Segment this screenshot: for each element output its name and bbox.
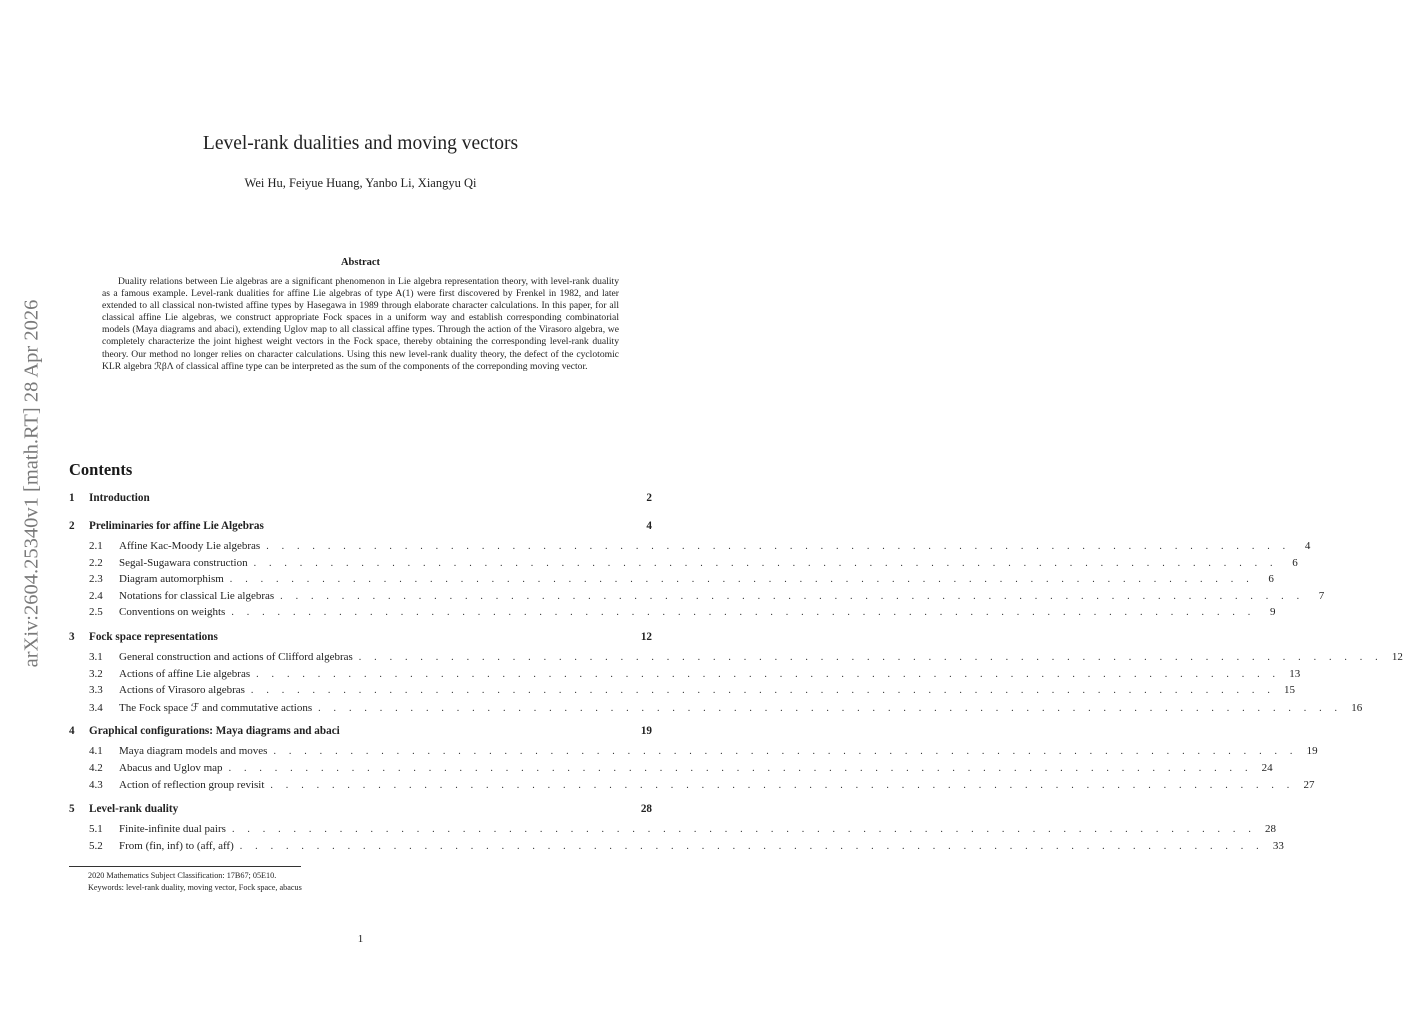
toc-subentry-title: Maya diagram models and moves (119, 745, 268, 758)
toc-subentry-title: Segal-Sugawara construction (119, 556, 248, 569)
toc-subentry[interactable] (69, 589, 1325, 607)
toc-subentry[interactable] (69, 556, 1298, 574)
toc-entry[interactable] (69, 631, 652, 651)
toc-subentry-number: 2.3 (89, 573, 103, 586)
toc-subentry[interactable] (69, 701, 1363, 718)
toc-entry-number: 2 (69, 520, 75, 532)
toc-subentry[interactable] (69, 540, 1311, 557)
toc-subentry-number: 2.4 (89, 589, 103, 602)
toc-entry-title: Fock space representations (89, 630, 218, 643)
toc-dot-leader: . . . . . . . . . . . . . . . . . . . . . . . . . . . . . . . . . . . . . . . . . . . . . . . . . . . . . . . . . . . . . . . . . . . (256, 668, 1281, 680)
toc-dot-leader: . . . . . . . . . . . . . . . . . . . . . . . . . . . . . . . . . . . . . . . . . . . . . . . . . . . . . . . . . . . . . . . . . . . (318, 702, 1343, 714)
toc-subentry[interactable] (69, 667, 1301, 685)
toc-entry-title: Graphical configurations: Maya diagrams and abaci (89, 725, 340, 738)
table-of-contents (69, 492, 1403, 864)
arxiv-identifier: arXiv:2604.25340v1 [math.RT] 28 Apr 2026 (20, 299, 43, 667)
toc-subentry[interactable] (69, 684, 1296, 701)
toc-subentry-number: 5.1 (89, 823, 103, 836)
author-list: Wei Hu, Feiyue Huang, Yanbo Li, Xiangyu Qi (244, 176, 477, 190)
toc-section-2 (69, 520, 1325, 623)
toc-subentry-page: 15 (1284, 684, 1296, 697)
toc-dot-leader: . . . . . . . . . . . . . . . . . . . . . . . . . . . . . . . . . . . . . . . . . . . . . . . . . . . . . . . . . . . . . . . . . . . (358, 651, 1383, 663)
toc-subentry-title: Abacus and Uglov map (119, 761, 223, 774)
toc-entry[interactable] (69, 725, 652, 745)
toc-subentry-page: 7 (1318, 589, 1325, 602)
toc-entry-number: 3 (69, 630, 75, 643)
toc-subentry-number: 2.5 (89, 606, 103, 619)
toc-dot-leader: . . . . . . . . . . . . . . . . . . . . . . . . . . . . . . . . . . . . . . . . . . . . . . . . . . . . . . . . . . . . . . . . . . . (280, 590, 1305, 602)
toc-subentry-number: 4.2 (89, 761, 103, 774)
toc-subentry-title: Action of reflection group revisit (119, 778, 265, 791)
toc-subentry-title: From (fin, inf) to (aff, aff) (119, 839, 234, 852)
toc-entry-number: 4 (69, 725, 75, 738)
toc-subentry-page: 33 (1272, 839, 1284, 852)
toc-subentry[interactable] (69, 839, 1284, 857)
toc-entry-title: Introduction (89, 492, 150, 504)
toc-subentry-number: 3.3 (89, 684, 103, 697)
toc-entry-number: 1 (69, 492, 75, 504)
toc-dot-leader: . . . . . . . . . . . . . . . . . . . . . . . . . . . . . . . . . . . . . . . . . . . . . . . . . . . . . . . . . . . . . . . . . . . (250, 685, 1276, 697)
toc-section-4 (69, 725, 1318, 795)
toc-dot-leader: . . . . . . . . . . . . . . . . . . . . . . . . . . . . . . . . . . . . . . . . . . . . . . . . . . . . . . . . . . . . . . . . . . . (239, 840, 1264, 852)
toc-subentry[interactable] (69, 778, 1315, 796)
toc-subentry[interactable] (69, 761, 1273, 779)
toc-section-5 (69, 803, 1284, 856)
toc-subentry-number: 3.2 (89, 667, 103, 680)
abstract-heading: Abstract (340, 257, 381, 268)
page-number: 1 (357, 933, 364, 945)
toc-subentry-number: 3.4 (89, 701, 103, 714)
toc-subentry-title: General construction and actions of Clifford algebras (119, 650, 353, 663)
toc-dot-leader: . . . . . . . . . . . . . . . . . . . . . . . . . . . . . . . . . . . . . . . . . . . . . . . . . . . . . . . . . . . . . . . . . . . (253, 557, 1278, 569)
toc-dot-leader: . . . . . . . . . . . . . . . . . . . . . . . . . . . . . . . . . . . . . . . . . . . . . . . . . . . . . . . . . . . . . . . . . . . (273, 746, 1298, 758)
arxiv-side-stamp (17, 288, 47, 678)
toc-subentry-number: 3.1 (89, 650, 103, 663)
toc-entry-page: 12 (640, 630, 652, 643)
toc-subentry[interactable] (69, 823, 1277, 840)
toc-subentry-title: The Fock space ℱ and commutative actions (119, 701, 313, 714)
toc-dot-leader: . . . . . . . . . . . . . . . . . . . . . . . . . . . . . . . . . . . . . . . . . . . . . . . . . . . . . . . . . . . . . . . . . . . (266, 541, 1291, 552)
toc-dot-leader: . . . . . . . . . . . . . . . . . . . . . . . . . . . . . . . . . . . . . . . . . . . . . . . . . . . . . . . . . . . . . . . . . . . (270, 779, 1295, 791)
toc-subentry[interactable] (69, 573, 1274, 590)
toc-dot-leader: . . . . . . . . . . . . . . . . . . . . . . . . . . . . . . . . . . . . . . . . . . . . . . . . . . . . . . . . . . . . . . . . . . . (231, 824, 1257, 836)
toc-subentry-title: Actions of Virasoro algebras (119, 684, 245, 697)
abstract-body: Duality relations between Lie algebras are a significant phenomenon in Lie algebra representation theory, with level-rank duality as a famous example. Level-rank dualities for affine Lie algebras of type A(1) were first discovered by Frenkel in 1982, and later extended to all classical non-twisted affine types by Hasegawa in 1989 through elaborate character calculations. In this paper, for all classical affine Lie algebras, we construct appropriate Fock spaces in a uniform way and establish corresponding combinatorial models (Maya diagrams and abaci), extending Uglov map to all classical affine types. Through the action of the Virasoro algebra, we completely characterize the joint highest weight vectors in the Fock space, thereby obtaining the corresponding level-rank duality theory. Our method no longer relies on character calculations. Using this new level-rank duality theory, the defect of the cyclotomic KLR algebra ℛβΛ of classical affine type can be interpreted as the sum of the components of the correponding moving vector. (102, 276, 619, 372)
toc-subentry-number: 2.1 (89, 540, 103, 552)
toc-subentry-title: Affine Kac-Moody Lie algebras (119, 540, 261, 552)
toc-dot-leader: . . . . . . . . . . . . . . . . . . . . . . . . . . . . . . . . . . . . . . . . . . . . . . . . . . . . . . . . . . . . . . . . . . . (228, 762, 1253, 774)
toc-section-1 (69, 492, 652, 512)
toc-subentry-number: 5.2 (89, 839, 103, 852)
toc-subentry-page: 6 (1292, 556, 1298, 569)
footnote-keywords: Keywords: level-rank duality, moving vector, Fock space, abacus (88, 883, 302, 892)
footnote-msc: 2020 Mathematics Subject Classification: 17B67; 05E10. (88, 871, 277, 880)
toc-subentry-page: 9 (1269, 606, 1276, 619)
toc-entry-page: 28 (640, 803, 652, 816)
toc-subentry[interactable] (69, 650, 1403, 668)
toc-subentry-page: 16 (1351, 701, 1363, 714)
contents-heading: Contents (69, 460, 133, 479)
toc-subentry-number: 4.1 (89, 745, 103, 758)
toc-entry-page: 4 (646, 520, 652, 532)
toc-subentry-title: Finite-infinite dual pairs (119, 823, 226, 836)
toc-entry-title: Preliminaries for affine Lie Algebras (89, 520, 264, 532)
toc-entry-number: 5 (69, 803, 75, 816)
toc-subentry-page: 24 (1261, 761, 1273, 774)
toc-subentry[interactable] (69, 745, 1318, 762)
toc-entry-page: 19 (640, 725, 652, 738)
toc-subentry-page: 12 (1391, 650, 1403, 663)
toc-subentry-title: Actions of affine Lie algebras (119, 667, 251, 680)
toc-subentry[interactable] (69, 606, 1276, 623)
toc-subentry-page: 6 (1268, 573, 1274, 586)
toc-subentry-page: 28 (1265, 823, 1277, 836)
toc-entry[interactable] (69, 492, 652, 512)
toc-entry[interactable] (69, 520, 652, 540)
paper-title: Level-rank dualities and moving vectors (202, 133, 519, 154)
toc-subentry-page: 19 (1306, 745, 1318, 758)
toc-subentry-page: 13 (1289, 667, 1301, 680)
toc-entry[interactable] (69, 803, 652, 823)
toc-subentry-number: 4.3 (89, 778, 103, 791)
toc-subentry-title: Diagram automorphism (119, 573, 224, 586)
footnote (88, 870, 302, 894)
footnote-rule (69, 866, 301, 867)
toc-dot-leader: . . . . . . . . . . . . . . . . . . . . . . . . . . . . . . . . . . . . . . . . . . . . . . . . . . . . . . . . . . . . . . . . . . . (231, 607, 1256, 619)
toc-dot-leader: . . . . . . . . . . . . . . . . . . . . . . . . . . . . . . . . . . . . . . . . . . . . . . . . . . . . . . . . . . . . . . . . . . . (229, 574, 1254, 586)
toc-section-3 (69, 630, 1403, 717)
toc-subentry-title: Conventions on weights (119, 606, 226, 619)
toc-subentry-page: 27 (1303, 778, 1315, 791)
toc-entry-page: 2 (646, 492, 652, 504)
toc-subentry-number: 2.2 (89, 556, 103, 569)
toc-subentry-page: 4 (1304, 540, 1311, 552)
toc-subentry-title: Notations for classical Lie algebras (119, 589, 275, 602)
toc-entry-title: Level-rank duality (89, 803, 179, 816)
